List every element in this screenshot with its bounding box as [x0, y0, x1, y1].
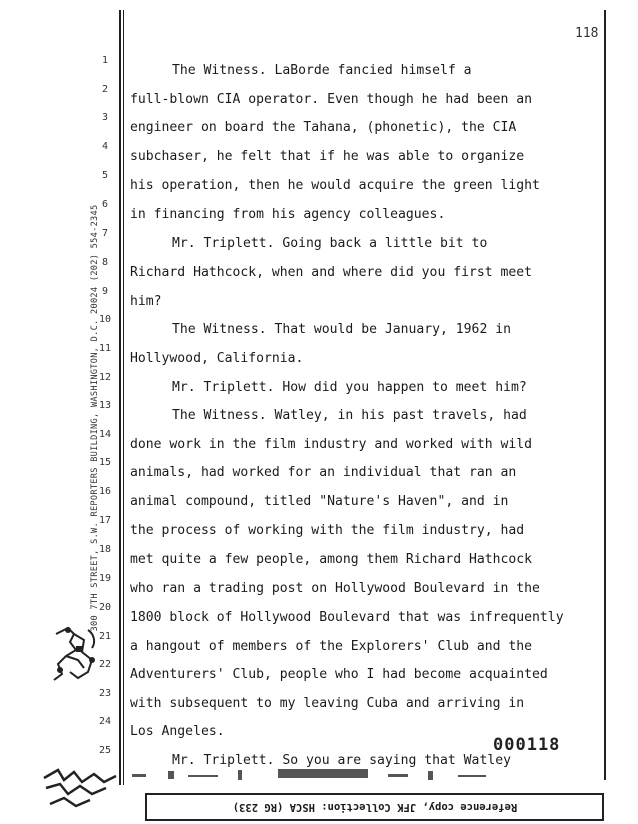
- line-number: 12: [98, 372, 112, 383]
- scan-smudge: [128, 765, 508, 785]
- transcript-line: full-blown CIA operator. Even though he had been an: [130, 92, 533, 107]
- collection-footer-text: Reference copy, JFK Collection: HSCA (RG 233): [232, 801, 517, 813]
- left-margin-rule-outer: [119, 10, 121, 785]
- transcript-line: animals, had worked for an individual that ran an: [130, 465, 517, 480]
- transcript-line: engineer on board the Tahana, (phonetic), the CIA: [130, 120, 517, 135]
- line-number: 17: [98, 515, 112, 526]
- transcript-line: with subsequent to my leaving Cuba and arriving in: [130, 696, 525, 711]
- line-number: 11: [98, 343, 112, 354]
- line-number: 19: [98, 573, 112, 584]
- line-number: 8: [101, 257, 109, 268]
- line-number: 3: [101, 112, 109, 123]
- handwritten-mark-icon: [40, 764, 120, 810]
- transcript-line: 1800 block of Hollywood Boulevard that was infrequently: [130, 610, 564, 625]
- line-number: 20: [98, 602, 112, 613]
- line-number: 22: [98, 659, 112, 670]
- transcript-line: Mr. Triplett. How did you happen to meet him?: [172, 380, 527, 395]
- transcript-line: his operation, then he would acquire the green light: [130, 178, 540, 193]
- document-number-stamp: 000118: [493, 735, 561, 755]
- transcript-line: The Witness. Watley, in his past travels, had: [172, 408, 527, 423]
- line-number: 23: [98, 688, 112, 699]
- line-number: 16: [98, 486, 112, 497]
- reporter-logo-icon: [48, 620, 104, 686]
- transcript-line: Adventurers' Club, people who I had become acquainted: [130, 667, 548, 682]
- transcript-line: Mr. Triplett. So you are saying that Watley: [172, 753, 511, 768]
- transcript-line: a hangout of members of the Explorers' Club and the: [130, 639, 533, 654]
- transcript-line: Richard Hathcock, when and where did you first meet: [130, 265, 533, 280]
- right-margin-rule: [604, 10, 606, 780]
- line-number: 24: [98, 716, 112, 727]
- reporter-address-stamp: 300 7TH STREET, S.W. REPORTERS BUILDING, WASHINGTON, D.C. 20024 (202) 554-2345: [90, 204, 100, 632]
- line-number: 9: [101, 286, 109, 297]
- transcript-line: him?: [130, 294, 162, 309]
- transcript-line: animal compound, titled "Nature's Haven", and in: [130, 494, 509, 509]
- transcript-line: Mr. Triplett. Going back a little bit to: [172, 236, 488, 251]
- transcript-line: met quite a few people, among them Richard Hathcock: [130, 552, 533, 567]
- line-number: 10: [98, 314, 112, 325]
- transcript-line: done work in the film industry and worked with wild: [130, 437, 533, 452]
- line-number: 13: [98, 400, 112, 411]
- left-margin-rule-inner: [123, 10, 124, 785]
- line-number: 1: [101, 55, 109, 66]
- line-number: 7: [101, 228, 109, 239]
- transcript-line: The Witness. LaBorde fancied himself a: [172, 63, 472, 78]
- transcript-line: the process of working with the film industry, had: [130, 523, 525, 538]
- line-number: 6: [101, 199, 109, 210]
- line-number: 14: [98, 429, 112, 440]
- line-number: 25: [98, 745, 112, 756]
- line-number: 15: [98, 457, 112, 468]
- transcript-line: Hollywood, California.: [130, 351, 304, 366]
- line-number: 18: [98, 544, 112, 555]
- line-number: 4: [101, 141, 109, 152]
- transcript-line: subchaser, he felt that if he was able to organize: [130, 149, 525, 164]
- transcript-line: The Witness. That would be January, 1962 in: [172, 322, 511, 337]
- transcript-line: in financing from his agency colleagues.: [130, 207, 446, 222]
- transcript-line: who ran a trading post on Hollywood Boulevard in the: [130, 581, 540, 596]
- collection-footer-box: [145, 793, 604, 821]
- line-number: 5: [101, 170, 109, 181]
- page-number: 118: [575, 26, 599, 41]
- transcript-line: Los Angeles.: [130, 724, 225, 739]
- line-number: 2: [101, 84, 109, 95]
- line-number: 21: [98, 631, 112, 642]
